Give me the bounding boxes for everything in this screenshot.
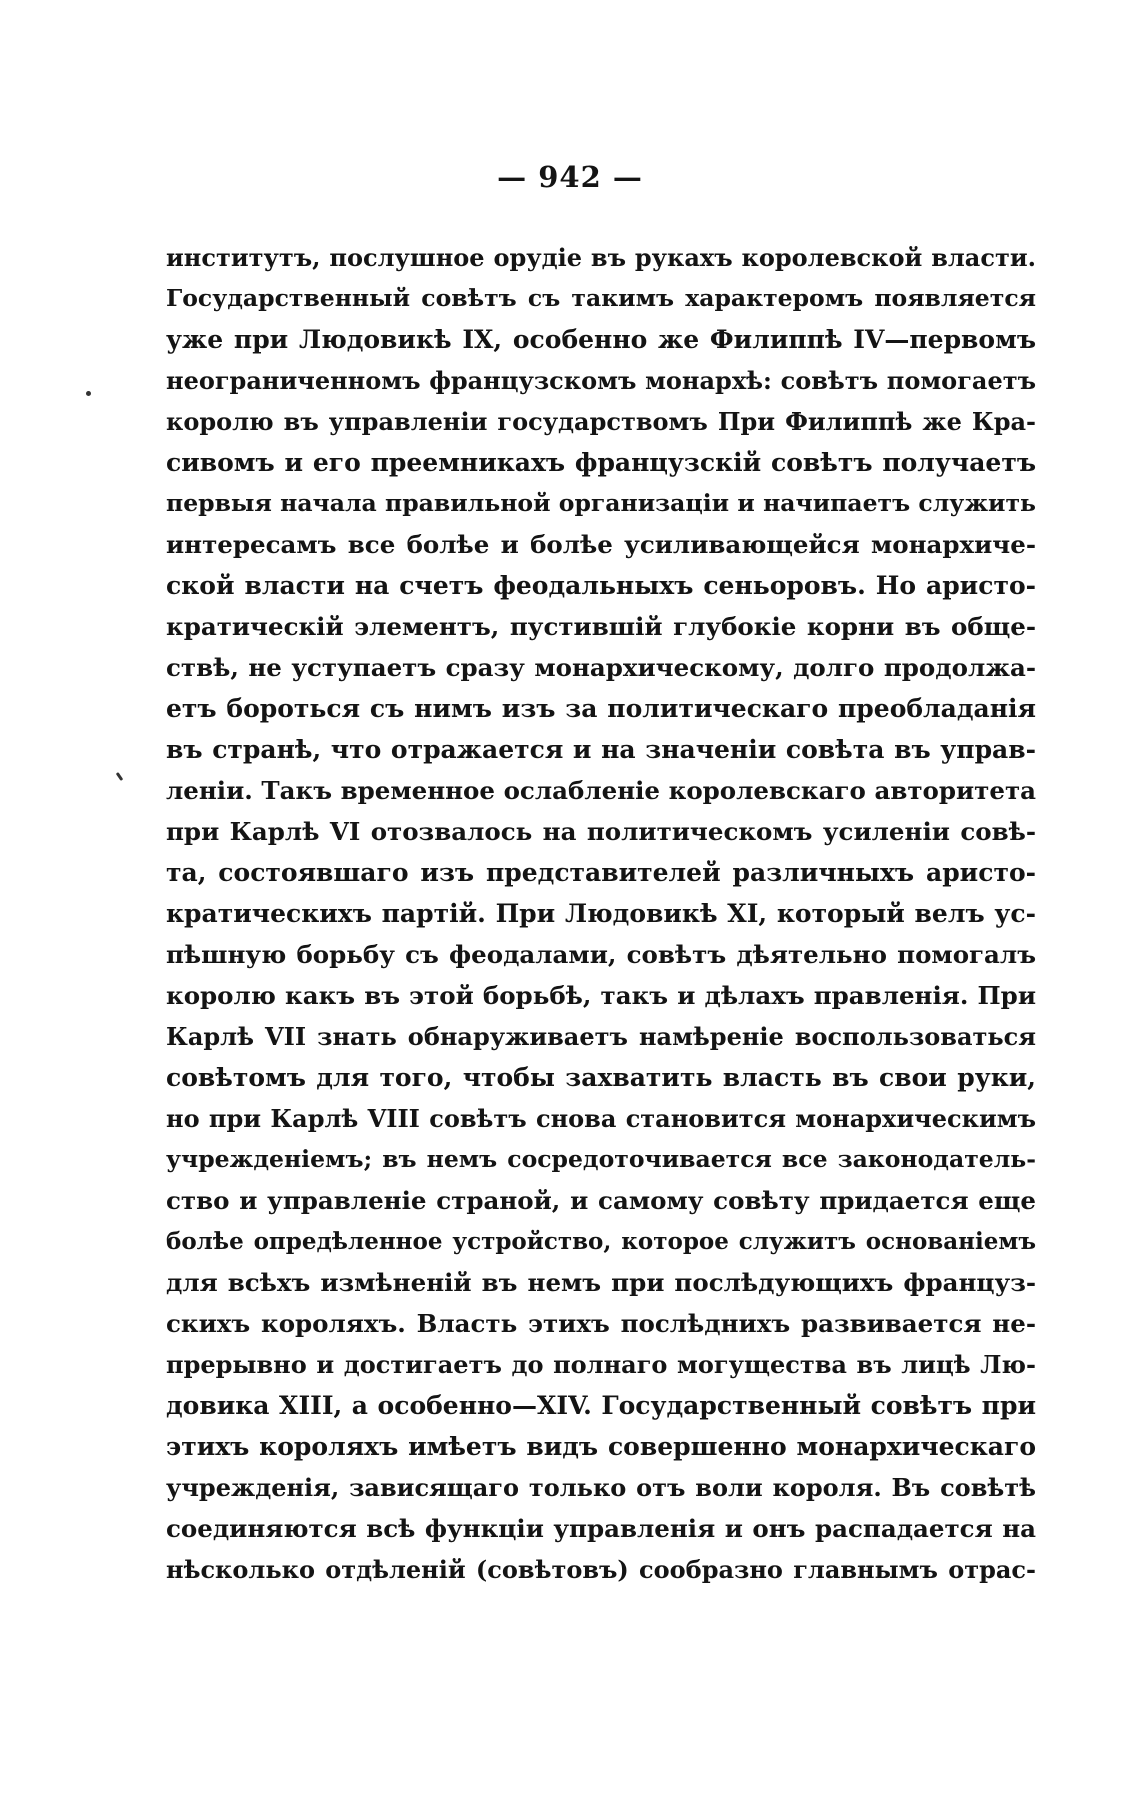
text-line: прерывно и достигаетъ до полнаго могущества въ лицѣ Лю- [166,1350,1036,1379]
ink-speck [116,772,124,781]
body-text [166,237,1036,1590]
text-line: совѣтомъ для того, чтобы захватить власть въ свои руки, [166,1063,1036,1092]
text-line: для всѣхъ измѣненій въ немъ при послѣдующихъ француз- [166,1268,1036,1297]
ink-speck [86,391,91,396]
text-line: учрежденіемъ; въ немъ сосредоточивается все законодатель- [166,1145,1036,1173]
text-line: Карлѣ VII знать обнаруживаетъ намѣреніе воспользоваться [166,1022,1036,1051]
text-line: пѣшную борьбу съ феодалами, совѣтъ дѣятельно помогалъ [166,940,1036,969]
text-line: болѣе опредѣленное устройство, которое служитъ основаніемъ [166,1228,1036,1255]
text-line: довика XIII, а особенно—XIV. Государственный совѣтъ при [166,1391,1036,1420]
text-line: королю въ управленіи государствомъ При Филиппѣ же Кра- [166,407,1036,436]
page-number: — 942 — [497,160,643,194]
text-line: первыя начала правильной организаціи и начипаетъ служить [166,489,1036,517]
text-line: въ странѣ, что отражается и на значеніи совѣта въ управ- [166,735,1036,764]
text-line: сивомъ и его преемникахъ французскій совѣтъ получаетъ [166,448,1036,477]
text-line: ствѣ, не уступаетъ сразу монархическому, долго продолжа- [166,653,1036,682]
text-line: етъ бороться съ нимъ изъ за политическаго преобладанія [166,694,1036,723]
text-line: неограниченномъ французскомъ монархѣ: совѣтъ помогаетъ [166,366,1036,395]
text-line: та, состоявшаго изъ представителей различныхъ аристо- [166,858,1036,887]
text-line: уже при Людовикѣ IX, особенно же Филиппѣ IV—первомъ [166,325,1036,354]
text-line: ство и управленіе страной, и самому совѣту придается еще [166,1186,1036,1215]
text-line: соединяются всѣ функціи управленія и онъ распадается на [166,1514,1036,1543]
text-line: институтъ, послушное орудіе въ рукахъ королевской власти. [166,243,1036,272]
text-line: королю какъ въ этой борьбѣ, такъ и дѣлахъ правленія. При [166,981,1036,1010]
text-line: леніи. Такъ временное ослабленіе королевскаго авторитета [166,776,1036,805]
text-line: но при Карлѣ VIII совѣтъ снова становится монархическимъ [166,1104,1036,1133]
text-line: при Карлѣ VI отозвалось на политическомъ усиленіи совѣ- [166,817,1036,846]
text-line: кратическій элементъ, пустившій глубокіе корни въ обще- [166,612,1036,641]
text-line: скихъ короляхъ. Власть этихъ послѣднихъ развивается не- [166,1309,1036,1338]
text-line: учрежденія, зависящаго только отъ воли короля. Въ совѣтѣ [166,1473,1036,1502]
text-line: этихъ короляхъ имѣетъ видъ совершенно монархическаго [166,1432,1036,1461]
text-line: Государственный совѣтъ съ такимъ характеромъ появляется [166,284,1036,312]
text-line: ской власти на счетъ феодальныхъ сеньоровъ. Но аристо- [166,571,1036,600]
text-line: нѣсколько отдѣленій (совѣтовъ) сообразно главнымъ отрас- [166,1555,1036,1584]
text-line: интересамъ все болѣе и болѣе усиливающейся монархиче- [166,530,1036,559]
text-line: кратическихъ партій. При Людовикѣ XI, который велъ ус- [166,899,1036,928]
